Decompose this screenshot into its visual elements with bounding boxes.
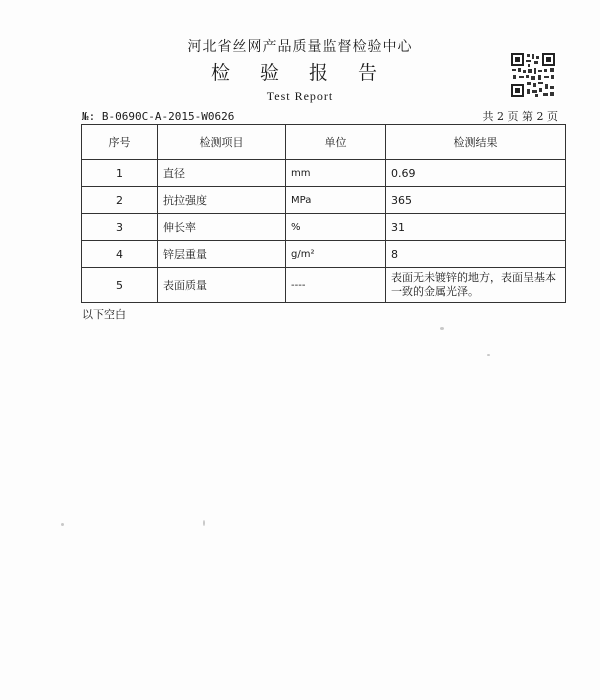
- blank-below-note: 以下空白: [82, 308, 126, 321]
- table-row: [82, 241, 566, 268]
- scan-speck: [440, 327, 444, 330]
- column-header-item: 检测项目: [158, 125, 286, 160]
- cell-result: 365: [386, 187, 566, 214]
- page-indicator: 共 2 页 第 2 页: [482, 110, 558, 123]
- cell-seq: 5: [82, 268, 158, 303]
- cell-item: 锌层重量: [158, 241, 286, 268]
- cell-item: 表面质量: [158, 268, 286, 303]
- table-row: [82, 214, 566, 241]
- cell-unit: MPa: [286, 187, 386, 214]
- cell-seq: 1: [82, 160, 158, 187]
- cell-result: 31: [386, 214, 566, 241]
- cell-seq: 4: [82, 241, 158, 268]
- column-header-unit: 单位: [286, 125, 386, 160]
- report-number: №: B-0690C-A-2015-W0626: [82, 110, 235, 123]
- report-title: 检 验 报 告: [210, 62, 390, 84]
- scan-speck: [487, 354, 490, 356]
- scan-speck: [203, 520, 205, 526]
- scan-speck: [61, 523, 64, 526]
- cell-seq: 3: [82, 214, 158, 241]
- table-header-row: [82, 125, 566, 160]
- organization-name: 河北省丝网产品质量监督检验中心: [187, 39, 413, 55]
- report-subtitle: Test Report: [266, 89, 334, 103]
- table-row: [82, 187, 566, 214]
- cell-seq: 2: [82, 187, 158, 214]
- column-header-result: 检测结果: [386, 125, 566, 160]
- table-row: [82, 268, 566, 303]
- cell-item: 直径: [158, 160, 286, 187]
- cell-unit: g/m²: [286, 241, 386, 268]
- qr-code-icon: [510, 52, 556, 98]
- cell-result: 8: [386, 241, 566, 268]
- cell-result: 表面无未镀锌的地方，表面呈基本一致的金属光泽。: [386, 268, 566, 303]
- cell-item: 伸长率: [158, 214, 286, 241]
- column-header-seq: 序号: [82, 125, 158, 160]
- cell-item: 抗拉强度: [158, 187, 286, 214]
- cell-result: 0.69: [386, 160, 566, 187]
- cell-unit: mm: [286, 160, 386, 187]
- results-table: [81, 124, 566, 303]
- table-row: [82, 160, 566, 187]
- cell-unit: %: [286, 214, 386, 241]
- cell-unit: ----: [286, 268, 386, 303]
